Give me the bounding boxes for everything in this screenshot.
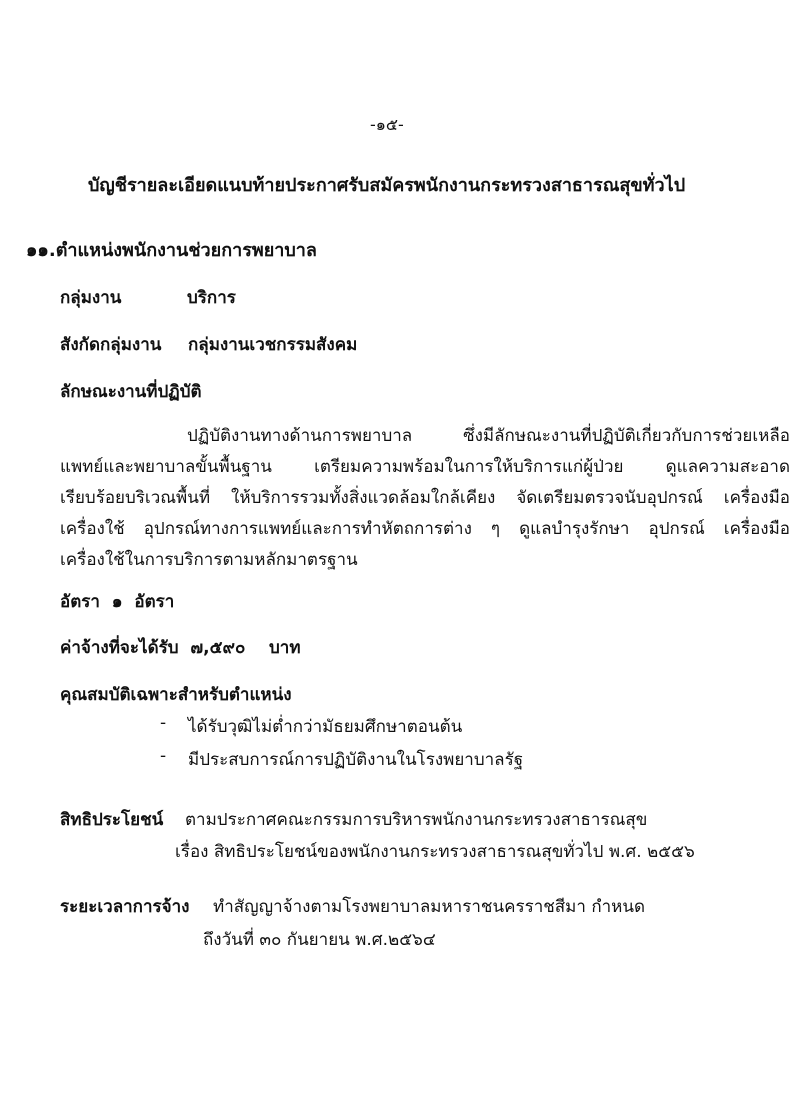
affiliation-label: สังกัดกลุ่มงาน <box>60 335 162 355</box>
qualification-bullet: - <box>160 713 167 733</box>
benefits-line-1: ตามประกาศคณะกรรมการบริหารพนักงานกระทรวงสาธารณสุข <box>185 810 648 830</box>
qualification-bullet: - <box>160 746 167 766</box>
benefits-label: สิทธิประโยชน์ <box>60 810 164 830</box>
rate-value: ๑ <box>111 592 123 612</box>
job-nature-line: เครื่องใช้ อุปกรณ์ทางการแพทย์และการทำหัตถการต่าง ๆ ดูแลบำรุงรักษา อุปกรณ์ เครื่องมือ <box>60 519 790 539</box>
qualification-item: มีประสบการณ์การปฏิบัติงานในโรงพยาบาลรัฐ <box>188 750 524 770</box>
work-group-label: กลุ่มงาน <box>60 288 122 308</box>
wage-line <box>60 634 301 661</box>
job-nature-line: ปฏิบัติงานทางด้านการพยาบาล ซึ่งมีลักษณะงานที่ปฏิบัติเกี่ยวกับการช่วยเหลือ <box>187 426 790 446</box>
job-nature-line: เรียบร้อยบริเวณพื้นที่ ให้บริการรวมทั้งสิ่งแวดล้อมใกล้เคียง จัดเตรียมตรวจนับอุปกรณ์ เครื่องมือ <box>60 488 790 508</box>
job-nature-heading: ลักษณะงานที่ปฏิบัติ <box>60 382 202 402</box>
benefits-line-2: เรื่อง สิทธิประโยชน์ของพนักงานกระทรวงสาธารณสุขทั่วไป พ.ศ. ๒๕๕๖ <box>175 842 695 862</box>
wage-label: ค่าจ้างที่จะได้รับ <box>60 638 179 658</box>
employment-period-label: ระยะเวลาการจ้าง <box>60 897 190 917</box>
rate-label: อัตรา <box>60 592 100 612</box>
rate-unit: อัตรา <box>134 592 175 612</box>
job-nature-line: เครื่องใช้ในการบริการตามหลักมาตรฐาน <box>60 550 358 570</box>
job-nature-line: แพทย์และพยาบาลขั้นพื้นฐาน เตรียมความพร้อมในการให้บริการแก่ผู้ป่วย ดูแลความสะอาด <box>60 457 790 477</box>
affiliation-value: กลุ่มงานเวชกรรมสังคม <box>188 335 358 355</box>
wage-value: ๗,๕๙๐ <box>190 638 246 658</box>
page-number: -๑๕- <box>370 115 404 134</box>
qualification-item: ได้รับวุฒิไม่ต่ำกว่ามัธยมศึกษาตอนต้น <box>188 717 463 737</box>
wage-unit: บาท <box>269 638 301 658</box>
job-nature-paragraph <box>60 421 790 576</box>
work-group-value: บริการ <box>187 288 236 308</box>
employment-period-line-2: ถึงวันที่ ๓๐ กันยายน พ.ศ.๒๕๖๔ <box>203 930 436 950</box>
employment-period-line-1: ทำสัญญาจ้างตามโรงพยาบาลมหาราชนครราชสีมา กำหนด <box>213 897 646 917</box>
document-title: บัญชีรายละเอียดแนบท้ายประกาศรับสมัครพนักงานกระทรวงสาธารณสุขทั่วไป <box>88 175 686 196</box>
position-heading: ๑๑.ตำแหน่งพนักงานช่วยการพยาบาล <box>26 240 317 261</box>
rate-line <box>60 588 174 615</box>
qualifications-heading: คุณสมบัติเฉพาะสำหรับตำแหน่ง <box>60 685 292 705</box>
